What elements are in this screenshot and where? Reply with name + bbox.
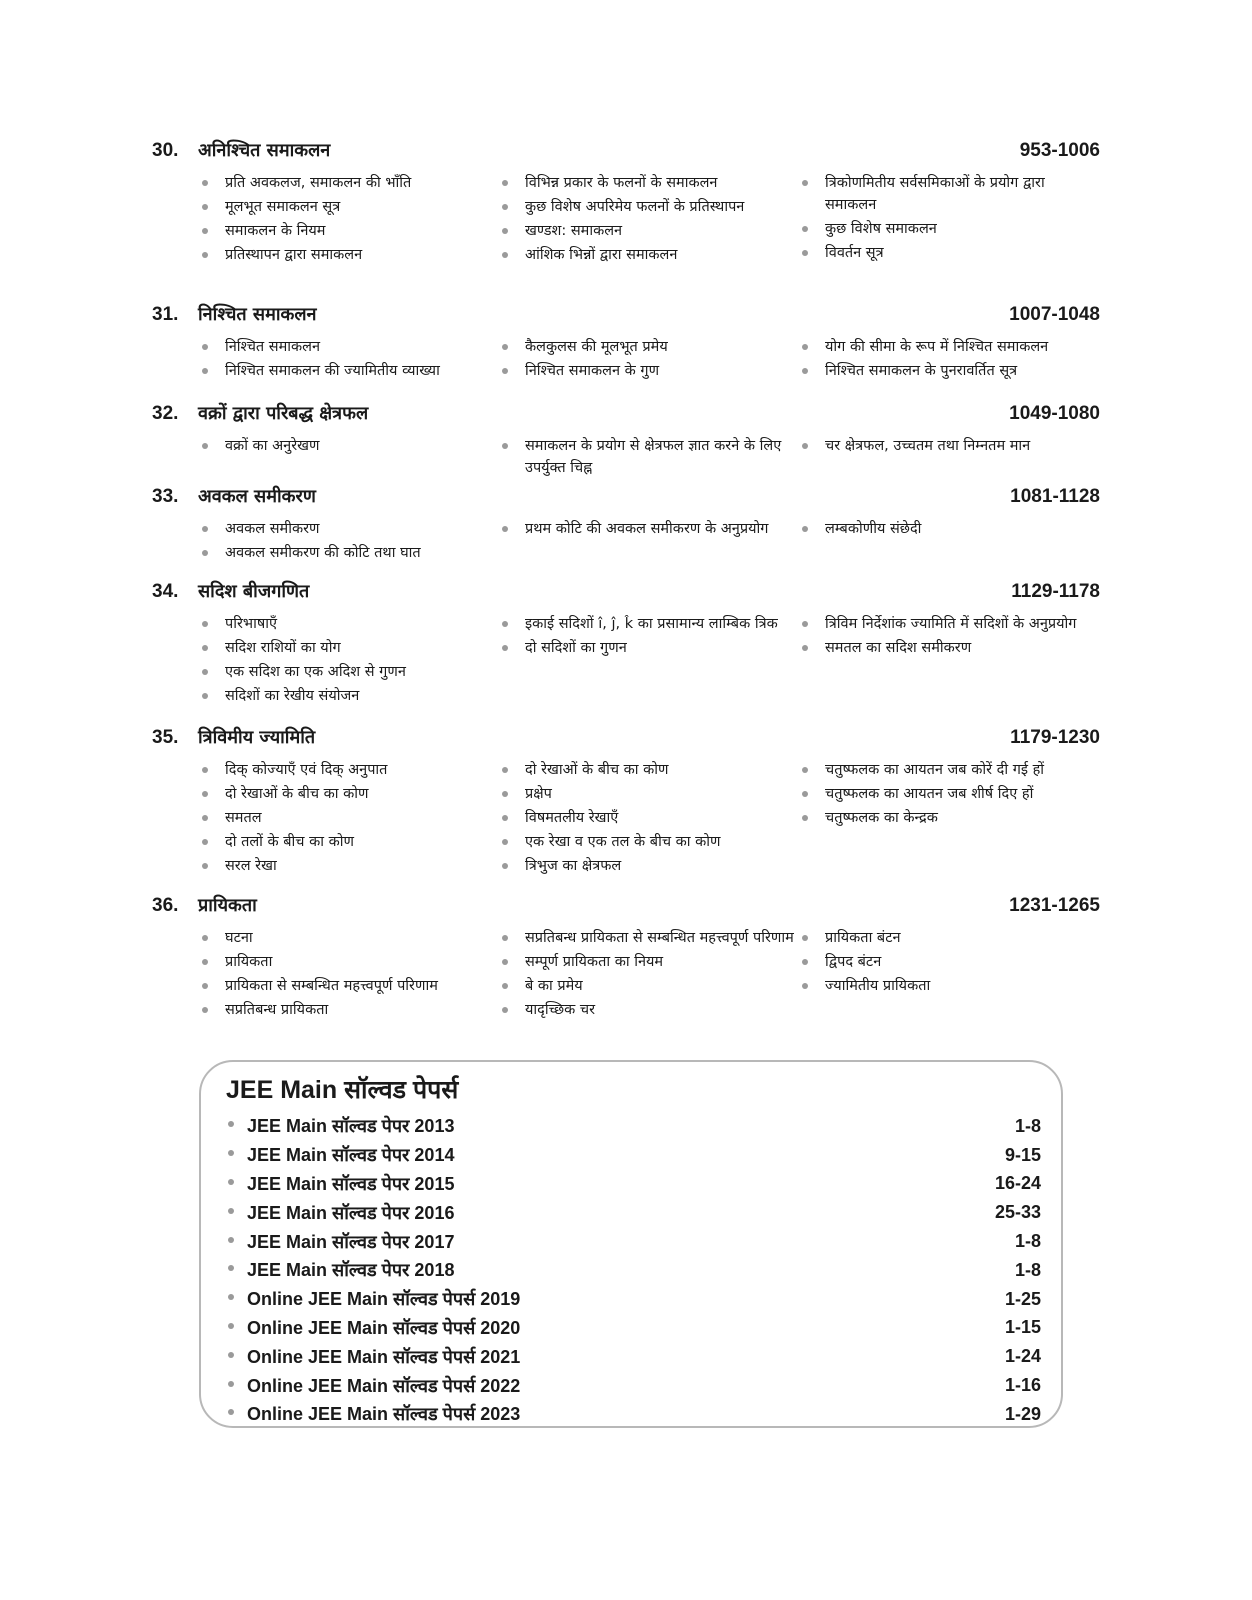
solved-papers-list [226,1112,1041,1429]
solved-paper-item [226,1314,1041,1343]
chapter-section [152,484,1100,566]
topic-item: आंशिक भिन्नों द्वारा समाकलन [498,244,798,266]
topic-column [198,759,498,879]
chapter-section [152,725,1100,879]
chapter-number: 31. [152,304,179,325]
topic-item: प्रथम कोटि की अवकल समीकरण के अनुप्रयोग [498,518,798,540]
chapter-heading [152,302,1100,332]
chapter-number: 30. [152,140,179,161]
topic-item: प्रायिकता बंटन [798,927,1098,949]
solved-paper-item [226,1227,1041,1256]
topic-item: चतुष्फलक का आयतन जब शीर्ष दिए हों [798,783,1098,805]
topic-columns [152,518,1100,566]
topic-item: लम्बकोणीय संछेदी [798,518,1098,540]
topic-item: बे का प्रमेय [498,975,798,997]
chapter-heading [152,893,1100,923]
topic-item: समाकलन के प्रयोग से क्षेत्रफल ज्ञात करने के लिए उपर्युक्त चिह्न [498,435,798,479]
topic-item: त्रिकोणमितीय सर्वसमिकाओं के प्रयोग द्वारा समाकलन [798,172,1098,216]
solved-paper-label: Online JEE Main सॉल्वड पेपर्स 2019 [226,1287,520,1311]
chapter-heading [152,579,1100,609]
topic-columns [152,613,1100,709]
solved-paper-pages: 25-33 [994,1202,1041,1223]
topic-item: दो सदिशों का गुणन [498,637,798,659]
topic-item: योग की सीमा के रूप में निश्चित समाकलन [798,336,1098,358]
topic-column [498,518,798,566]
chapter-title: त्रिविमीय ज्यामिति [198,727,316,748]
solved-paper-item [226,1170,1041,1199]
topic-item: प्रायिकता [198,951,498,973]
chapter-page-range: 1007-1048 [1009,304,1100,325]
solved-paper-label: JEE Main सॉल्वड पेपर 2015 [226,1172,454,1196]
topic-column [498,759,798,879]
chapter-number: 32. [152,403,179,424]
solved-paper-pages: 16-24 [994,1173,1041,1194]
chapter-page-range: 1231-1265 [1009,895,1100,916]
solved-paper-item [226,1342,1041,1371]
chapter-title: वक्रों द्वारा परिबद्ध क्षेत्रफल [198,403,369,424]
topic-columns [152,927,1100,1023]
solved-paper-item [226,1112,1041,1141]
topic-item: कुछ विशेष अपरिमेय फलनों के प्रतिस्थापन [498,196,798,218]
topic-item: प्रक्षेप [498,783,798,805]
topic-column [498,172,798,268]
topic-column [798,435,1098,481]
topic-item: दो रेखाओं के बीच का कोण [498,759,798,781]
topic-column [498,927,798,1023]
topic-item: सप्रतिबन्ध प्रायिकता [198,999,498,1021]
solved-paper-item [226,1371,1041,1400]
topic-item: प्रति अवकलज, समाकलन की भाँति [198,172,498,194]
topic-item: प्रायिकता से सम्बन्धित महत्त्वपूर्ण परिणाम [198,975,498,997]
topic-column [198,435,498,481]
topic-item: कुछ विशेष समाकलन [798,218,1098,240]
topic-column [798,172,1098,268]
topic-item: सम्पूर्ण प्रायिकता का नियम [498,951,798,973]
topic-columns [152,435,1100,481]
chapter-section [152,138,1100,268]
solved-paper-label: Online JEE Main सॉल्वड पेपर्स 2023 [226,1402,520,1426]
chapter-heading [152,725,1100,755]
solved-paper-item [226,1198,1041,1227]
topic-column [198,172,498,268]
topic-columns [152,336,1100,384]
topic-item: वक्रों का अनुरेखण [198,435,498,457]
topic-item: सप्रतिबन्ध प्रायिकता से सम्बन्धित महत्त्वपूर्ण परिणाम [498,927,798,949]
chapter-section [152,579,1100,709]
topic-item: समतल का सदिश समीकरण [798,637,1098,659]
topic-columns [152,759,1100,879]
solved-paper-pages: 1-8 [1014,1259,1041,1280]
topic-item: निश्चित समाकलन की ज्यामितीय व्याख्या [198,360,498,382]
topic-item: अवकल समीकरण की कोटि तथा घात [198,542,498,564]
topic-item: यादृच्छिक चर [498,999,798,1021]
chapter-section [152,401,1100,481]
topic-item: अवकल समीकरण [198,518,498,540]
chapter-number: 34. [152,581,179,602]
solved-paper-label: JEE Main सॉल्वड पेपर 2013 [226,1114,454,1138]
solved-paper-pages: 9-15 [1004,1144,1041,1165]
topic-item: चर क्षेत्रफल, उच्चतम तथा निम्नतम मान [798,435,1098,457]
chapter-section [152,893,1100,1023]
solved-paper-label: JEE Main सॉल्वड पेपर 2017 [226,1230,454,1254]
solved-paper-label: Online JEE Main सॉल्वड पेपर्स 2020 [226,1316,520,1340]
chapter-section [152,302,1100,384]
topic-item: कैलकुलस की मूलभूत प्रमेय [498,336,798,358]
topic-item: त्रिविम निर्देशांक ज्यामिति में सदिशों के अनुप्रयोग [798,613,1098,635]
solved-paper-item [226,1256,1041,1285]
solved-paper-item [226,1400,1041,1429]
chapter-page-range: 953-1006 [1019,140,1100,161]
solved-paper-pages: 1-8 [1014,1115,1041,1136]
solved-paper-item [226,1285,1041,1314]
topic-item: विषमतलीय रेखाएँ [498,807,798,829]
topic-item: निश्चित समाकलन के पुनरावर्तित सूत्र [798,360,1098,382]
solved-papers-box [199,1060,1063,1428]
solved-paper-label: JEE Main सॉल्वड पेपर 2014 [226,1143,454,1167]
topic-item: त्रिभुज का क्षेत्रफल [498,855,798,877]
topic-item: मूलभूत समाकलन सूत्र [198,196,498,218]
solved-paper-pages: 1-25 [1004,1288,1041,1309]
solved-paper-label: Online JEE Main सॉल्वड पेपर्स 2022 [226,1374,520,1398]
chapter-page-range: 1081-1128 [1010,486,1100,507]
topic-column [798,518,1098,566]
topic-column [798,759,1098,879]
topic-column [198,613,498,709]
solved-paper-item [226,1141,1041,1170]
chapter-title: प्रायिकता [198,895,257,916]
topic-column [798,927,1098,1023]
topic-item: सदिश राशियों का योग [198,637,498,659]
chapter-heading [152,484,1100,514]
chapter-heading [152,401,1100,431]
solved-paper-pages: 1-29 [1004,1403,1041,1424]
chapter-heading [152,138,1100,168]
chapter-title: अनिश्चित समाकलन [198,140,331,161]
topic-item: प्रतिस्थापन द्वारा समाकलन [198,244,498,266]
topic-item: सरल रेखा [198,855,498,877]
chapter-number: 33. [152,486,179,507]
topic-column [798,336,1098,384]
chapter-number: 35. [152,727,179,748]
topic-item: परिभाषाएँ [198,613,498,635]
topic-item: एक रेखा व एक तल के बीच का कोण [498,831,798,853]
topic-item: दो तलों के बीच का कोण [198,831,498,853]
solved-paper-label: JEE Main सॉल्वड पेपर 2016 [226,1201,454,1225]
topic-item: समतल [198,807,498,829]
topic-column [198,336,498,384]
topic-column [498,435,798,481]
solved-papers-title: JEE Main सॉल्वड पेपर्स [226,1076,459,1104]
topic-item: सदिशों का रेखीय संयोजन [198,685,498,707]
solved-paper-label: Online JEE Main सॉल्वड पेपर्स 2021 [226,1345,520,1369]
solved-paper-pages: 1-16 [1004,1375,1041,1396]
solved-paper-pages: 1-15 [1004,1317,1041,1338]
chapter-page-range: 1179-1230 [1010,727,1100,748]
topic-item: एक सदिश का एक अदिश से गुणन [198,661,498,683]
chapter-page-range: 1129-1178 [1011,581,1100,602]
chapter-title: अवकल समीकरण [198,486,316,507]
topic-item: ज्यामितीय प्रायिकता [798,975,1098,997]
topic-column [498,613,798,709]
solved-paper-label: JEE Main सॉल्वड पेपर 2018 [226,1258,454,1282]
chapter-title: सदिश बीजगणित [198,581,310,602]
topic-column [198,927,498,1023]
solved-paper-pages: 1-8 [1014,1231,1041,1252]
topic-item: द्विपद बंटन [798,951,1098,973]
topic-item: समाकलन के नियम [198,220,498,242]
topic-item: विवर्तन सूत्र [798,242,1098,264]
chapter-page-range: 1049-1080 [1009,403,1100,424]
chapter-title: निश्चित समाकलन [198,304,317,325]
topic-item: विभिन्न प्रकार के फलनों के समाकलन [498,172,798,194]
topic-item: दो रेखाओं के बीच का कोण [198,783,498,805]
topic-item: घटना [198,927,498,949]
topic-column [498,336,798,384]
topic-item: चतुष्फलक का केन्द्रक [798,807,1098,829]
topic-columns [152,172,1100,268]
chapter-number: 36. [152,895,179,916]
topic-item: दिक् कोज्याएँ एवं दिक् अनुपात [198,759,498,781]
topic-item: खण्डश: समाकलन [498,220,798,242]
topic-column [798,613,1098,709]
solved-paper-pages: 1-24 [1004,1346,1041,1367]
topic-item: निश्चित समाकलन [198,336,498,358]
topic-item: निश्चित समाकलन के गुण [498,360,798,382]
topic-item: इकाई सदिशों î, ĵ, k̂ का प्रसामान्य लाम्बिक त्रिक [498,613,798,635]
topic-column [198,518,498,566]
topic-item: चतुष्फलक का आयतन जब कोरें दी गई हों [798,759,1098,781]
